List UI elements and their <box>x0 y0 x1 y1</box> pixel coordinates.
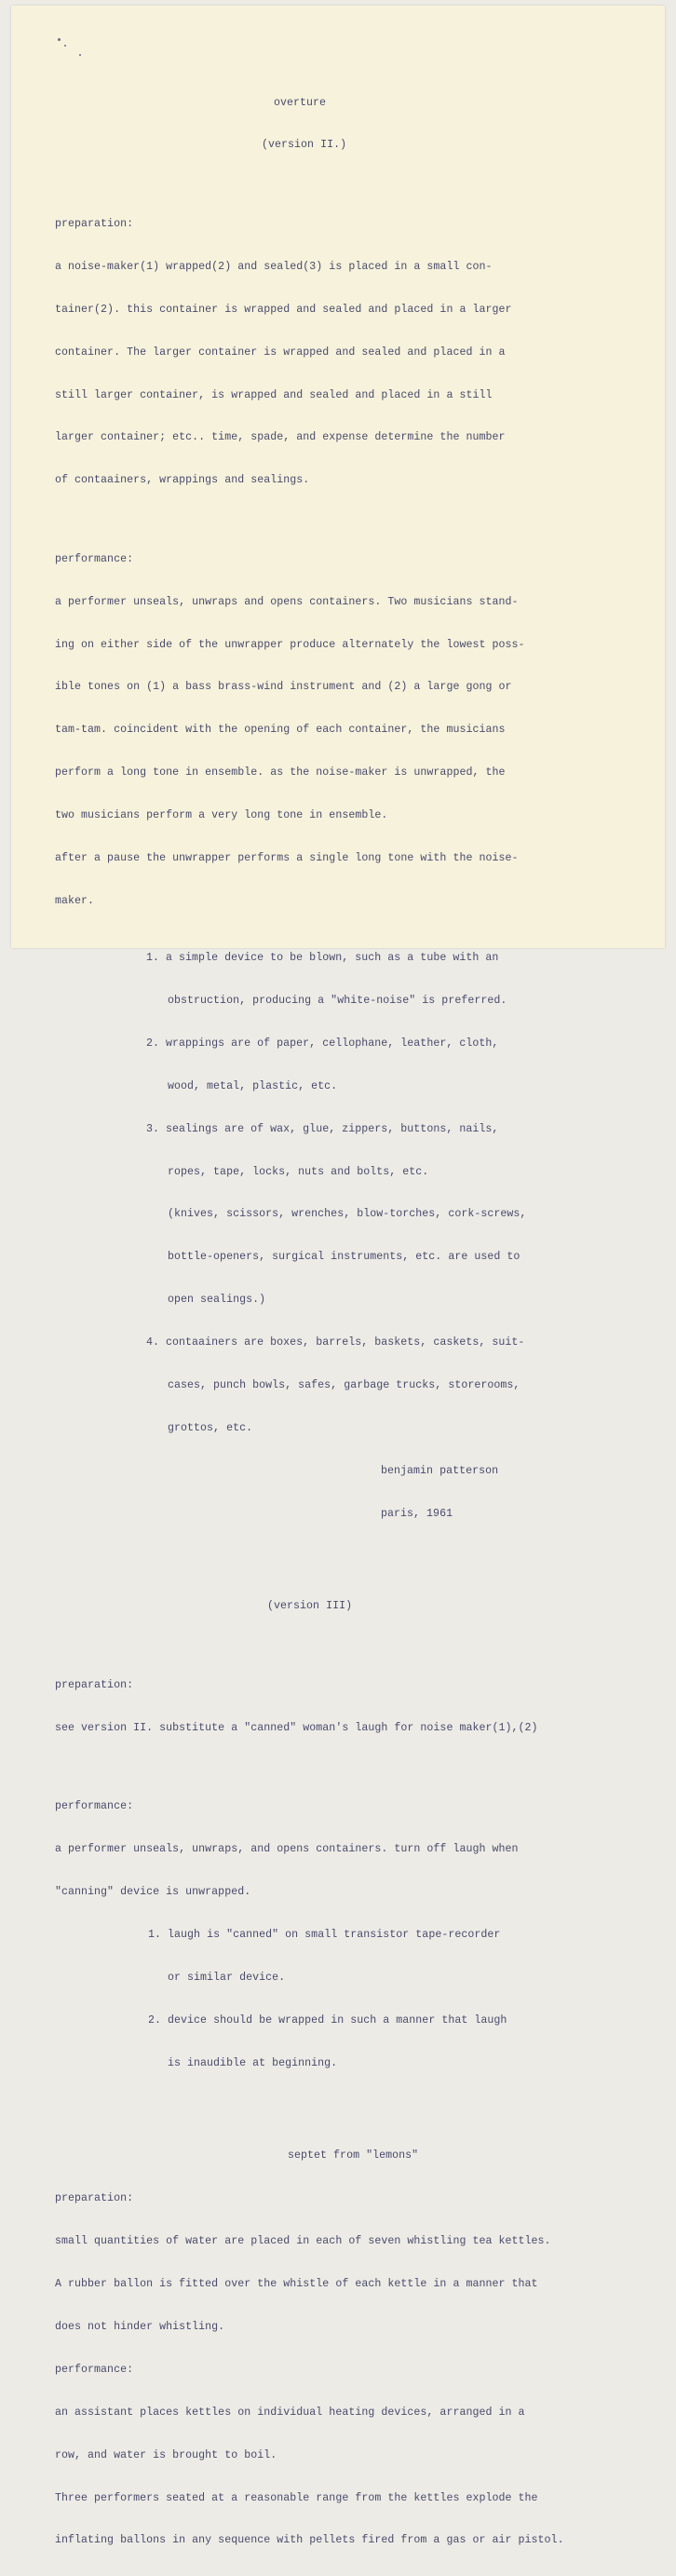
septet-performance-line: row, and water is brought to boil. <box>55 2448 277 2461</box>
v2-performance-line: perform a long tone in ensemble. as the noise-maker is unwrapped, the <box>55 766 506 780</box>
v2-note-3-cont: bottle-openers, surgical instruments, etc. are used to <box>168 1251 521 1264</box>
v2-performance-line: a performer unseals, unwraps and opens containers. Two musicians stand- <box>55 595 519 608</box>
v2-note-2-cont: wood, metal, plastic, etc. <box>168 1079 338 1092</box>
septet-performance-heading: performance: <box>55 2363 134 2376</box>
v2-performance-line: ing on either side of the unwrapper produce alternately the lowest poss- <box>55 638 525 651</box>
overture-subtitle: (version II.) <box>262 139 347 152</box>
v3-performance-heading: performance: <box>55 1800 134 1813</box>
v2-preparation-line: a noise-maker(1) wrapped(2) and sealed(3) is placed in a small con- <box>55 260 493 273</box>
v2-note-1: 1. a simple device to be blown, such as a tube with an <box>146 952 499 965</box>
typewritten-page <box>11 6 665 2547</box>
v2-note-4-cont: grottos, etc. <box>168 1421 253 1434</box>
version3-title: (version III) <box>267 1600 353 1613</box>
v2-note-3-cont: ropes, tape, locks, nuts and bolts, etc. <box>168 1165 429 1178</box>
v2-performance-heading: performance: <box>55 552 134 565</box>
overture-title: overture <box>274 96 327 109</box>
v3-note-1-cont: or similar device. <box>168 1971 286 1984</box>
septet-performance-line: an assistant places kettles on individual heating devices, arranged in a <box>55 2406 525 2419</box>
v2-preparation-line: of contaainers, wrappings and sealings. <box>55 474 310 487</box>
v2-preparation-heading: preparation: <box>55 217 134 230</box>
v2-note-4: 4. contaainers are boxes, barrels, baskets, caskets, suit- <box>146 1336 525 1349</box>
v3-note-2-cont: is inaudible at beginning. <box>168 2056 338 2069</box>
v2-preparation-line: tainer(2). this container is wrapped and sealed and placed in a larger <box>55 303 512 316</box>
v2-note-3-cont: (knives, scissors, wrenches, blow-torches, cork-screws, <box>168 1208 527 1221</box>
v2-performance-line: tam-tam. coincident with the opening of each container, the musicians <box>55 724 506 737</box>
v2-note-2: 2. wrappings are of paper, cellophane, leather, cloth, <box>146 1037 499 1050</box>
ink-speck <box>79 54 81 56</box>
v3-note-2: 2. device should be wrapped in such a manner that laugh <box>148 2013 507 2027</box>
v3-performance-line: "canning" device is unwrapped. <box>55 1886 251 1899</box>
v2-preparation-line: container. The larger container is wrapped and sealed and placed in a <box>55 346 506 359</box>
septet-performance-line: Three performers seated at a reasonable range from the kettles explode the <box>55 2491 538 2504</box>
v2-note-4-cont: cases, punch bowls, safes, garbage trucks, storerooms, <box>168 1379 521 1392</box>
score-text <box>55 67 632 2576</box>
v2-note-1-cont: obstruction, producing a "white-noise" is preferred. <box>168 995 507 1007</box>
ink-speck <box>58 38 61 41</box>
v2-note-3: 3. sealings are of wax, glue, zippers, buttons, nails, <box>146 1122 499 1135</box>
septet-performance-line: inflating ballons in any sequence with pellets fired from a gas or air pistol. <box>55 2534 564 2547</box>
v3-note-1: 1. laugh is "canned" on small transistor tape-recorder <box>148 1929 501 1941</box>
septet-preparation-heading: preparation: <box>55 2192 134 2205</box>
septet-preparation-line: small quantities of water are placed in each of seven whistling tea kettles. <box>55 2235 551 2248</box>
v3-performance-line: a performer unseals, unwraps, and opens containers. turn off laugh when <box>55 1843 519 1856</box>
septet-preparation-line: A rubber ballon is fitted over the whistle of each kettle in a manner that <box>55 2278 538 2291</box>
v2-preparation-line: still larger container, is wrapped and sealed and placed in a still <box>55 388 493 401</box>
septet-preparation-line: does not hinder whistling. <box>55 2321 225 2334</box>
v3-preparation-line: see version II. substitute a "canned" woman's laugh for noise maker(1),(2) <box>55 1721 538 1734</box>
v2-performance-line: ible tones on (1) a bass brass-wind instrument and (2) a large gong or <box>55 681 512 694</box>
ink-speck <box>64 45 66 47</box>
v2-note-3-cont: open sealings.) <box>168 1294 266 1307</box>
v2-performance-line: two musicians perform a very long tone in ensemble. <box>55 809 388 822</box>
signature: benjamin patterson <box>381 1464 499 1477</box>
v2-preparation-line: larger container; etc.. time, spade, and expense determine the number <box>55 431 506 444</box>
place-date: paris, 1961 <box>381 1507 453 1520</box>
septet-title: septet from "lemons" <box>288 2149 419 2162</box>
v2-performance-line: after a pause the unwrapper performs a single long tone with the noise- <box>55 852 519 865</box>
v3-preparation-heading: preparation: <box>55 1678 134 1691</box>
v2-performance-line: maker. <box>55 894 95 907</box>
